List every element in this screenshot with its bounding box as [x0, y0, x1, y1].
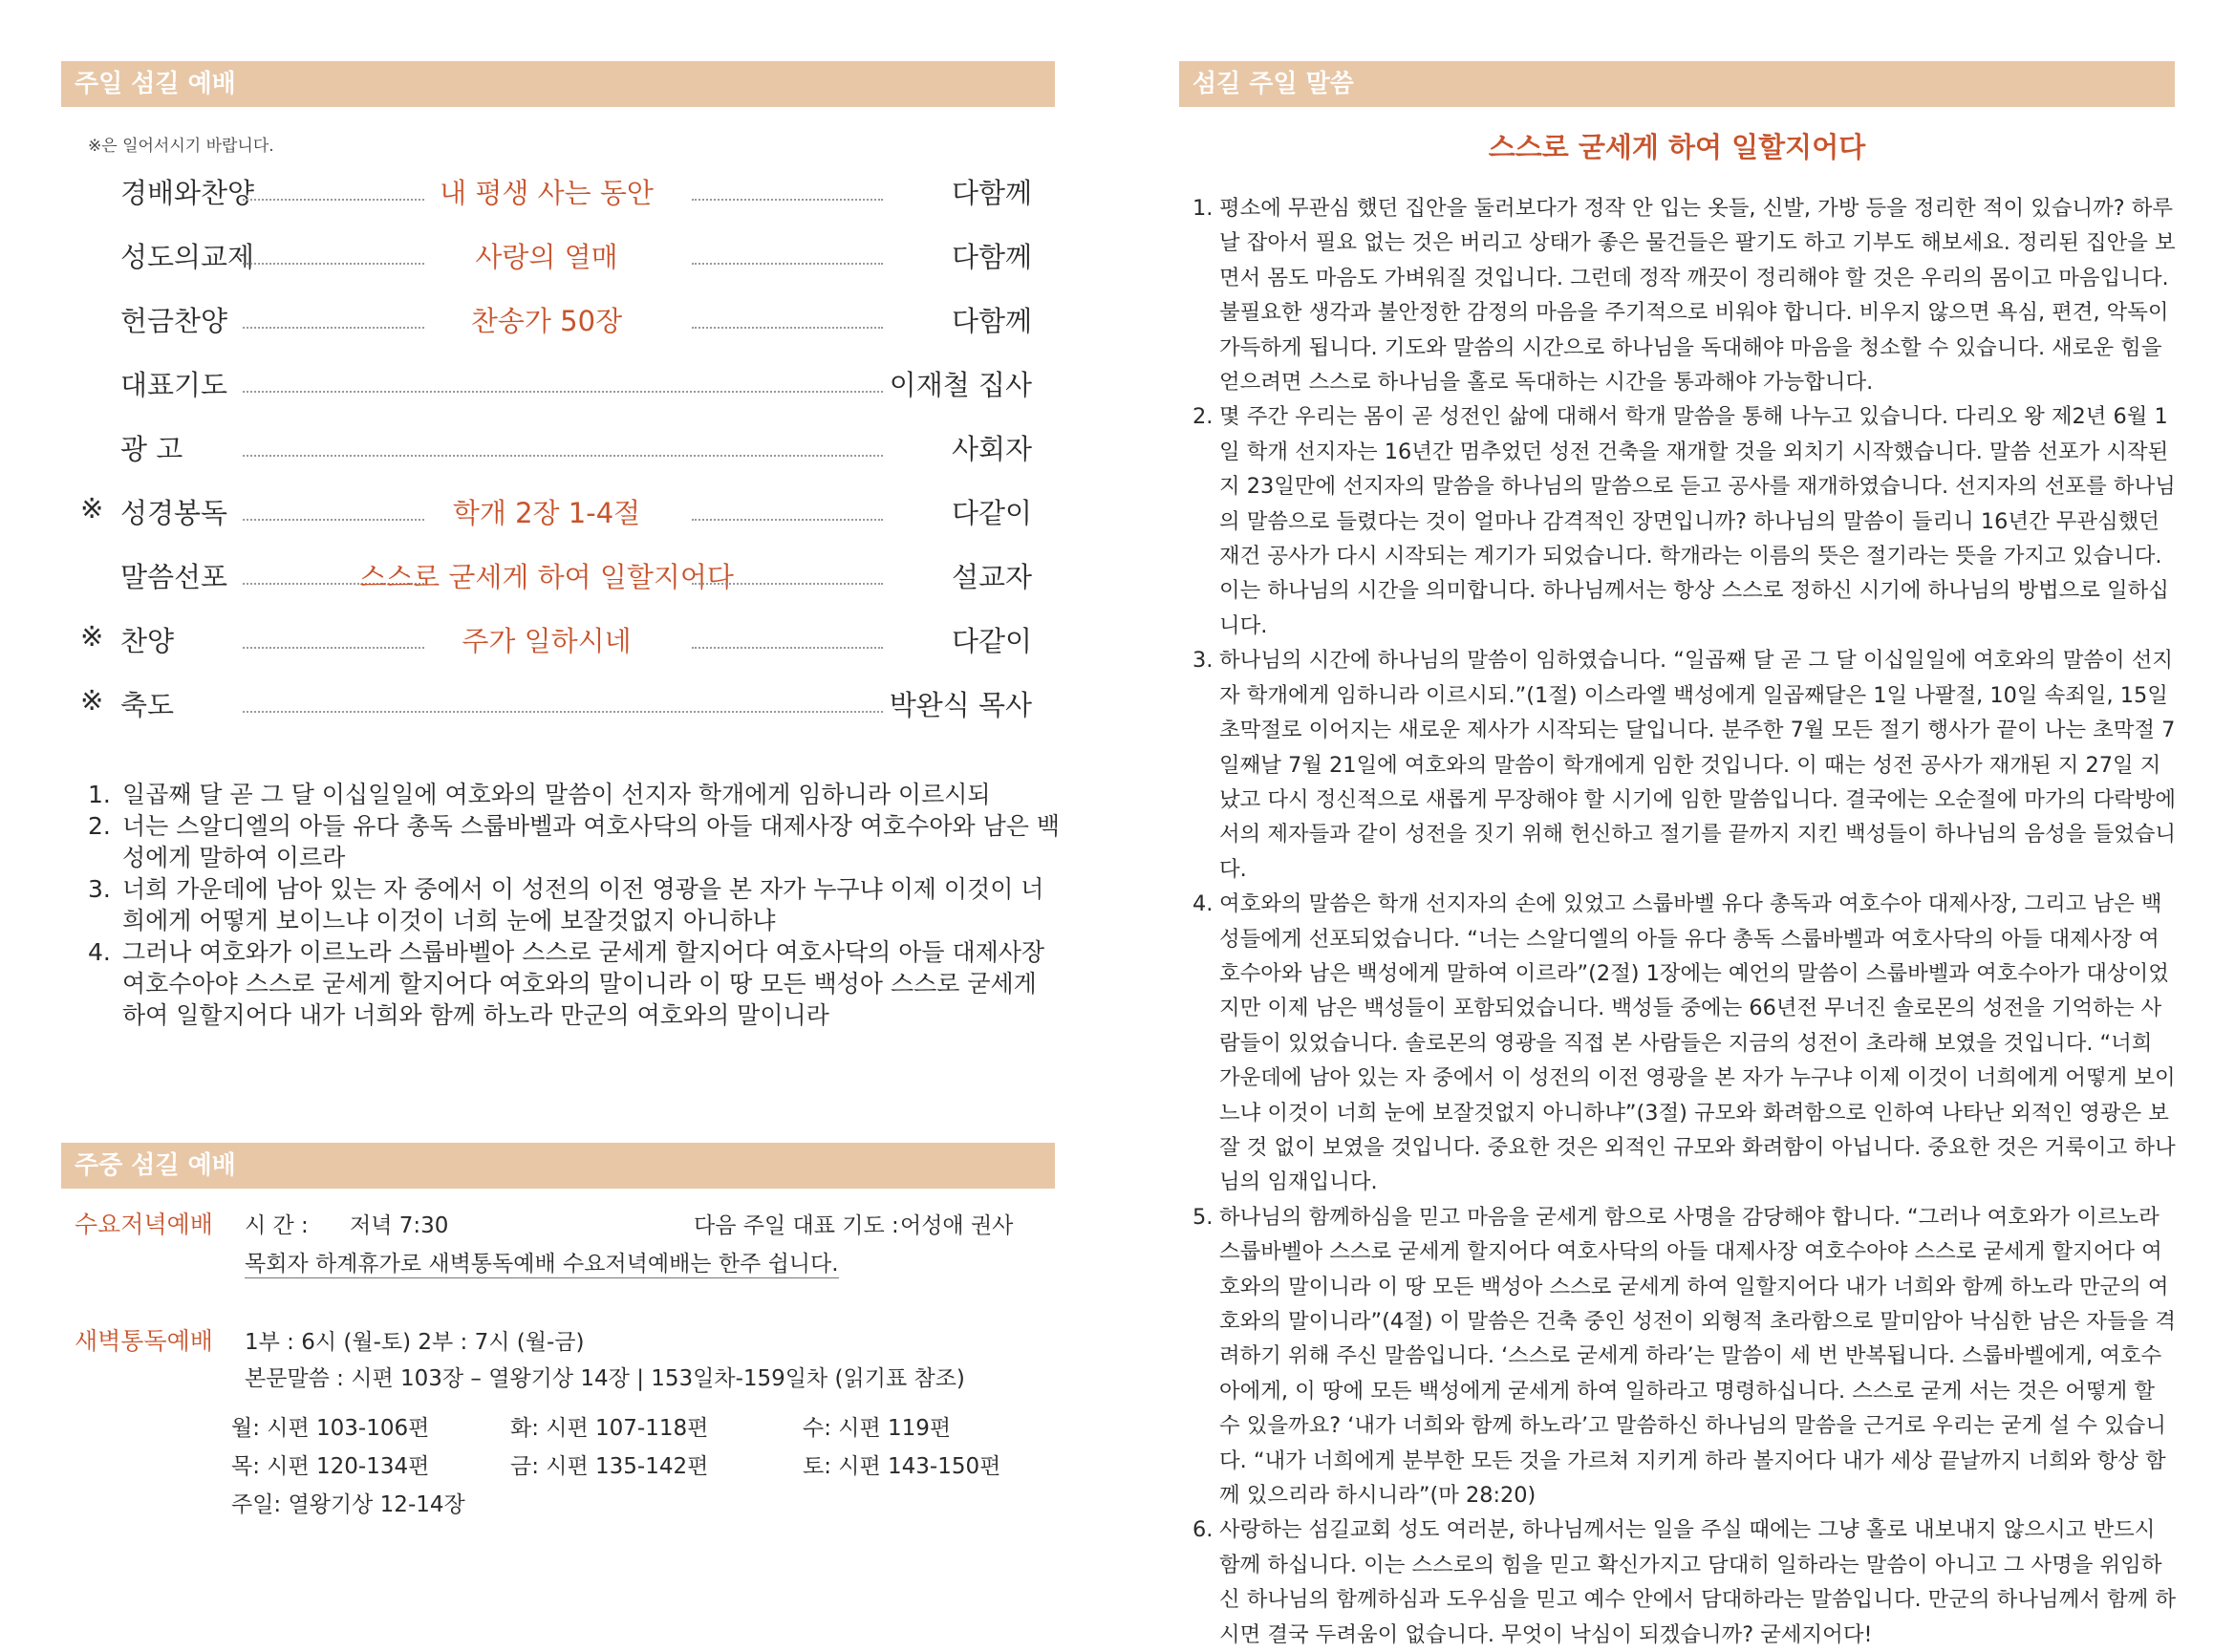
- paragraph-text: 사랑하는 섬길교회 성도 여러분, 하나님께서는 일을 주실 때에는 그냥 홀로 내보내지 않으시고 반드시 함께 하십니다. 이는 스스로의 힘을 믿고 확신가지고 담대히 일하라는 말씀이 아니고 그 사명을 위임하신 하나님의 함께하심과 도우심을 믿고 예수 안에서 담대하라는 말씀입니다. 만군의 하나님께서 함께 하시면 결국 두려움이 없습니다. 무엇이 낙심이 되겠습니까? 굳세지어다!: [1219, 1517, 2176, 1647]
- order-label: 광 고: [120, 433, 183, 465]
- reading-mon: 월: 시편 103-106편: [231, 1416, 430, 1441]
- verse-text: 그러나 여호와가 이르노라 스룹바벨아 스스로 굳세게 할지어다 여호사닥의 아들 대제사장 여호수아야 스스로 굳세게 할지어다 여호와의 말이니라 이 땅 모든 백성아 스스로 굳세게 하여 일할지어다 내가 너희와 함께 하노라 만군의 여호와의 말이니라: [122, 938, 1045, 1029]
- order-row: [61, 172, 1032, 229]
- paragraph-text: 몇 주간 우리는 몸이 곧 성전인 삶에 대해서 학개 말씀을 통해 나누고 있습니다. 다리오 왕 제2년 6월 1일 학개 선지자는 16년간 멈추었던 성전 건축을 재개할 것을 외치기 시작했습니다. 말씀 선포가 시작된지 23일만에 선지자의 말씀을 하나님의 말씀으로 듣고 공사를 재개하였습니다. 선지자의 선포를 하나님의 말씀으로 들렸다는 것이 얼마나 감격적인 장면입니까? 하나님의 말씀이 들리니 16년간 무관심했던 재건 공사가 다시 시작되는 계기가 되었습니다. 학개라는 이름의 뜻은 절기라는 뜻을 가지고 있습니다. 이는 하나님의 시간을 의미합니다. 하나님께서는 항상 스스로 정하신 시기에 하나님의 방법으로 일하십니다.: [1219, 404, 2176, 638]
- paragraph-number: 5.: [1193, 1204, 1214, 1230]
- order-row: [61, 556, 1032, 613]
- sermon-body: [1193, 191, 2177, 1652]
- paragraph-text: 하나님의 함께하심을 믿고 마음을 굳세게 함으로 사명을 감당해야 합니다. “그러나 여호와가 이르노라 스룹바벨아 스스로 굳세게 할지어다 여호사닥의 아들 대제사장 여호수아야 스스로 굳세게 할지어다 여호와의 말이니라 이 땅 모든 백성아 스스로 굳세게 하여 일할지어다 내가 너희와 함께 하노라 만군의 여호와의 말이니라”(4절) 이 말씀은 건축 중인 성전이 외형적 초라함으로 말미암아 낙심한 남은 자들을 격려하기 위해 주신 말씀입니다. ‘스스로 굳세게 하라’는 말씀이 세 번 반복됩니다. 스룹바벨에게, 여호수아에게, 이 땅에 모든 백성에게 굳세게 하여 일하라고 명령하십니다. 스스로 굳게 서는 것은 어떻게 할 수 있을까요? ‘내가 너희와 함께 하노라’고 말씀하신 하나님의 말씀을 근거로 우리는 굳게 설 수 있습니다. “내가 너희에게 분부한 모든 것을 가르쳐 지키게 하라 볼지어다 내가 세상 끝날까지 너희와 항상 함께 있으리라 하시니라”(마 28:20): [1219, 1204, 2177, 1509]
- order-row: [61, 492, 1032, 549]
- order-row: [61, 300, 1032, 357]
- order-leader: 다함께: [951, 177, 1032, 209]
- order-row: [61, 428, 1032, 485]
- verse-number: 4.: [88, 938, 111, 966]
- order-label: 성도의교제: [120, 241, 255, 273]
- order-song: 사랑의 열매: [475, 241, 618, 273]
- leader-dots: [243, 391, 883, 393]
- paragraph-number: 6.: [1193, 1517, 1214, 1543]
- order-leader: 박완식 목사: [889, 689, 1032, 721]
- leader-dots: [692, 263, 883, 265]
- sermon-title: 스스로 굳세게 하여 일할지어다: [1488, 131, 1866, 163]
- order-leader: 다함께: [951, 241, 1032, 273]
- paragraph-text: 여호와의 말씀은 학개 선지자의 손에 있었고 스룹바벨 유다 총독과 여호수아 대제사장, 그리고 남은 백성들에게 선포되었습니다. “너는 스알디엘의 아들 유다 총독 스룹바벨과 여호사닥의 아들 대제사장 여호수아와 남은 백성에게 말하여 이르라”(2절) 1장에는 예언의 말씀이 스룹바벨과 여호수아가 대상이었지만 이제 남은 백성들이 포함되었습니다. 백성들 중에는 66년전 무너진 솔로몬의 성전을 기억하는 사람들이 있었습니다. 솔로몬의 영광을 직접 본 사람들은 지금의 성전이 초라해 보였을 것입니다. “너희 가운데에 남아 있는 자 중에서 이 성전의 이전 영광을 본 자가 누구냐 이제 이것이 너희에게 어떻게 보이느냐 이것이 너희 눈에 보잘것없지 아니하냐”(3절) 규모와 화려함으로 인하여 나타난 외적인 영광은 보잘 것 없이 보였을 것입니다. 중요한 것은 외적인 규모와 화려함이 아닙니다. 중요한 것은 거룩이고 하나님의 임재입니다.: [1219, 891, 2176, 1195]
- reading-sun: 주일: 열왕기상 12-14장: [231, 1492, 465, 1517]
- leader-dots: [692, 583, 883, 585]
- order-row: [61, 236, 1032, 293]
- scripture-verse: [88, 873, 1063, 936]
- sermon-paragraph: [1193, 887, 2177, 1200]
- stand-mark: ※: [80, 620, 104, 653]
- wednesday-notice: 목회자 하계휴가로 새벽통독예배 수요저녁예배는 한주 쉽니다.: [245, 1246, 839, 1278]
- wednesday-time-label: 시 간 :: [245, 1213, 309, 1238]
- order-label: 경배와찬양: [120, 177, 255, 209]
- paragraph-number: 1.: [1193, 196, 1214, 221]
- reading-wed: 수: 시편 119편: [803, 1416, 952, 1441]
- scripture-verse: [88, 779, 1063, 810]
- leader-dots: [243, 455, 883, 457]
- order-label: 말씀선포: [120, 561, 228, 593]
- verse-number: 1.: [88, 781, 111, 808]
- wednesday-time: 저녁 7:30: [350, 1213, 449, 1238]
- sermon-paragraph: [1193, 191, 2177, 399]
- paragraph-text: 평소에 무관심 했던 집안을 둘러보다가 정작 안 입는 옷들, 신발, 가방 등을 정리한 적이 있습니까? 하루 날 잡아서 필요 없는 것은 버리고 상태가 좋은 물건들은 팔기도 하고 기부도 해보세요. 정리된 집안을 보면서 몸도 마음도 가벼워질 것입니다. 그런데 정작 깨끗이 정리해야 할 것은 우리의 몸이고 마음입니다. 불필요한 생각과 불안정한 감정의 마음을 주기적으로 비워야 합니다. 비우지 않으면 욕심, 편견, 악독이 가득하게 됩니다. 기도와 말씀의 시간으로 하나님을 독대해야 마음을 청소할 수 있습니다. 새로운 힘을 얻으려면 스스로 하나님을 홀로 독대하는 시간을 통과해야 가능합니다.: [1219, 196, 2176, 396]
- order-leader: 다같이: [951, 497, 1032, 529]
- sermon-paragraph: [1193, 643, 2177, 887]
- stand-mark: ※: [80, 684, 104, 717]
- dawn-schedule: 1부 : 6시 (월-토) 2부 : 7시 (월-금): [245, 1330, 585, 1355]
- order-song: 찬송가 50장: [470, 305, 623, 337]
- order-leader: 설교자: [951, 561, 1032, 593]
- order-leader: 사회자: [951, 433, 1032, 465]
- right-page: [1179, 0, 2177, 1647]
- order-label: 대표기도: [120, 369, 228, 401]
- sermon-paragraph: [1193, 399, 2177, 643]
- verse-text: 너는 스알디엘의 아들 유다 총독 스룹바벨과 여호사닥의 아들 대제사장 여호수아와 남은 백성에게 말하여 이르라: [122, 812, 1060, 871]
- sermon-paragraph: [1193, 1513, 2177, 1652]
- stand-note: ※은 일어서시기 바랍니다.: [88, 137, 274, 156]
- leader-dots: [692, 327, 883, 329]
- order-row: [61, 364, 1032, 421]
- order-label: 축도: [120, 689, 175, 721]
- order-leader: 이재철 집사: [889, 369, 1032, 401]
- scripture-verse: [88, 936, 1063, 1031]
- verse-text: 너희 가운데에 남아 있는 자 중에서 이 성전의 이전 영광을 본 자가 누구냐 이제 이것이 너희에게 어떻게 보이느냐 이것이 너희 눈에 보잘것없지 아니하냐: [122, 875, 1044, 934]
- reading-tue: 화: 시편 107-118편: [510, 1416, 709, 1441]
- weekday-header: 주중 섬길 예배: [61, 1143, 1055, 1189]
- leader-dots: [243, 711, 883, 713]
- order-leader: 다같이: [951, 625, 1032, 657]
- order-label: 성경봉독: [120, 497, 228, 529]
- next-prayer-label: 다음 주일 대표 기도 :: [694, 1213, 899, 1238]
- leader-dots: [692, 519, 883, 521]
- verse-text: 일곱째 달 곧 그 달 이십일일에 여호와의 말씀이 선지자 학개에게 임하니라 이르시되: [122, 781, 991, 808]
- verse-number: 2.: [88, 812, 111, 840]
- order-row: [61, 620, 1032, 677]
- left-page: [61, 0, 1060, 1580]
- leader-dots: [692, 199, 883, 201]
- leader-dots: [692, 647, 883, 649]
- dawn-text: 본문말씀 : 시편 103장 – 열왕기상 14장 | 153일차-159일차 (읽기표 참조): [245, 1366, 965, 1391]
- paragraph-number: 3.: [1193, 648, 1214, 674]
- order-row: [61, 684, 1032, 741]
- worship-header: 주일 섬길 예배: [61, 61, 1055, 107]
- order-label: 헌금찬양: [120, 305, 228, 337]
- sermon-header: 섬길 주일 말씀: [1179, 61, 2175, 107]
- order-song: 스스로 굳세게 하여 일할지어다: [359, 561, 734, 593]
- paragraph-number: 4.: [1193, 891, 1214, 917]
- verse-number: 3.: [88, 875, 111, 903]
- order-leader: 다함께: [951, 305, 1032, 337]
- next-prayer-name: 어성애 권사: [900, 1213, 1014, 1238]
- order-song: 학개 2장 1-4절: [452, 497, 641, 529]
- wednesday-title: 수요저녁예배: [75, 1211, 213, 1238]
- order-song: 내 평생 사는 동안: [440, 177, 654, 209]
- sermon-paragraph: [1193, 1200, 2177, 1513]
- reading-sat: 토: 시편 143-150편: [803, 1454, 1001, 1479]
- reading-thu: 목: 시편 120-134편: [231, 1454, 430, 1479]
- paragraph-text: 하나님의 시간에 하나님의 말씀이 임하였습니다. “일곱째 달 곧 그 달 이십일일에 여호와의 말씀이 선지자 학개에게 임하니라 이르시되.”(1절) 이스라엘 백성에게 일곱째달은 1일 나팔절, 10일 속죄일, 15일 초막절로 이어지는 새로운 제사가 시작되는 달입니다. 분주한 7월 모든 절기 행사가 끝이 나는 초막절 7일째날 7월 21일에 여호와의 말씀이 학개에게 임한 것입니다. 이 때는 성전 공사가 재개된 지 27일 지났고 다시 정신적으로 새롭게 무장해야 할 시기에 임한 말씀입니다. 결국에는 오순절에 마가의 다락방에서의 제자들과 같이 성전을 짓기 위해 헌신하고 절기를 끝까지 지킨 백성들이 하나님의 음성을 들었습니다.: [1219, 648, 2176, 882]
- stand-mark: ※: [80, 492, 104, 525]
- order-label: 찬양: [120, 625, 175, 657]
- dawn-title: 새벽통독예배: [75, 1327, 213, 1355]
- scripture-verse: [88, 810, 1063, 873]
- scripture-reading: [88, 779, 1063, 1031]
- paragraph-number: 2.: [1193, 404, 1214, 430]
- order-song: 주가 일하시네: [462, 625, 632, 657]
- reading-fri: 금: 시편 135-142편: [510, 1454, 709, 1479]
